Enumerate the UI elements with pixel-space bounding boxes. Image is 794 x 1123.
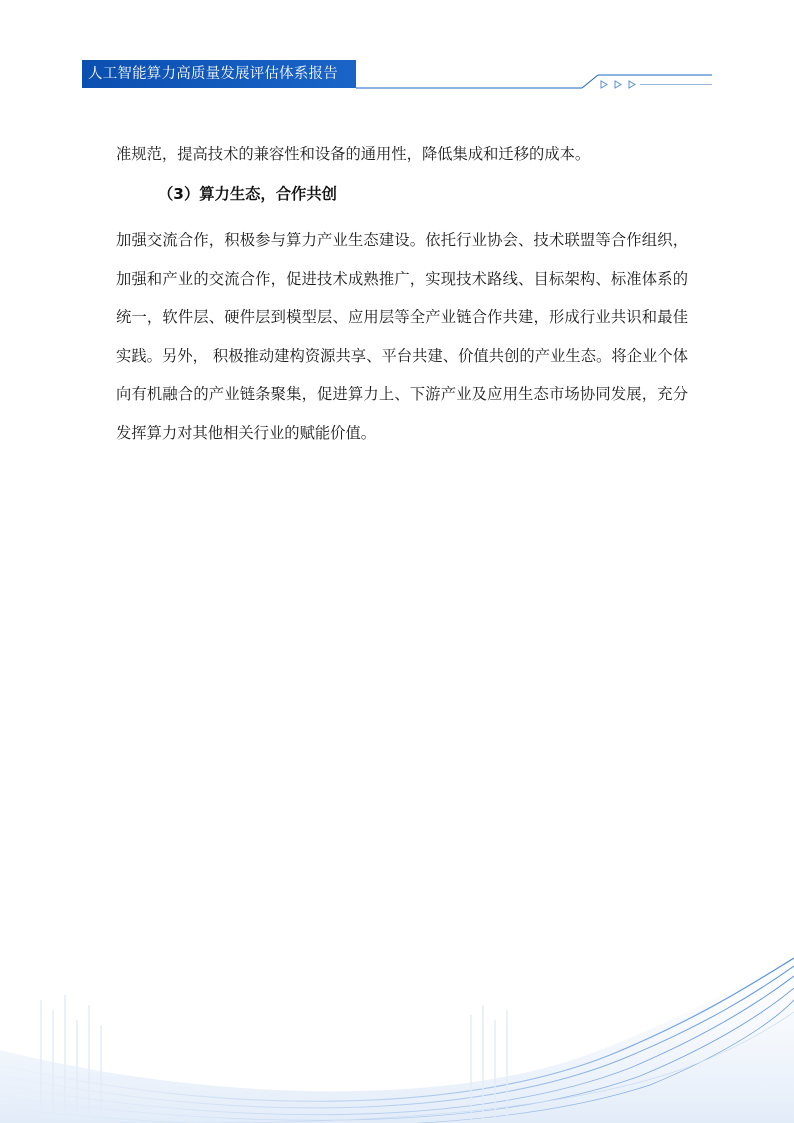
- section-heading: （3）算力生态，合作共创: [158, 185, 337, 203]
- body-paragraph: 加强交流合作，积极参与算力产业生态建设。依托行业协会、技术联盟等合作组织，加强和产业的交流合作，促进技术成熟推广，实现技术路线、目标架构、标准体系的统一，软件层、硬件层到模型层、应用层等全产业链合作共建，形成行业共识和最佳实践。另外， 积极推动建构资源共享、平台共建、价值共创的产业生态。将企业个体向有机融合的产业链条聚集，促进算力上、下游产业及应用生态市场协同发展，充分发挥算力对其他相关行业的赋能价值。: [116, 231, 688, 442]
- footer-wave-decoration: [0, 900, 794, 1123]
- report-title: 人工智能算力高质量发展评估体系报告: [88, 66, 338, 82]
- header-decoration: [0, 0, 794, 120]
- triple-play-arrows-icon: [601, 81, 635, 88]
- continued-line: 准规范，提高技术的兼容性和设备的通用性，降低集成和迁移的成本。: [116, 145, 591, 163]
